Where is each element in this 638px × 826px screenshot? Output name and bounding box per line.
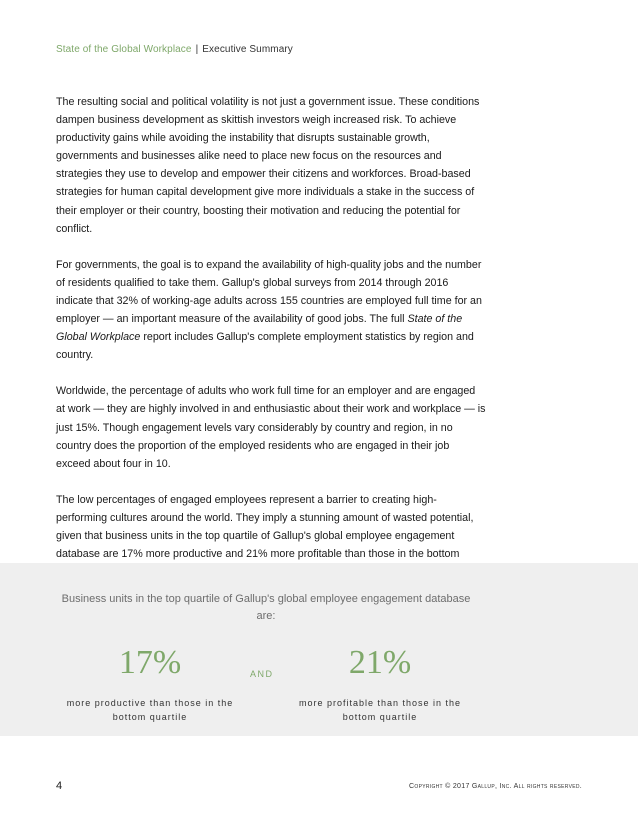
stat-profitability-value: 21% [348,644,412,681]
stat-productivity-desc: more productive than those in the bottom quartile [66,698,234,722]
paragraph-2-part-b: report includes Gallup's complete employment statistics by region and country. [56,331,474,362]
paragraph-2 [56,256,486,365]
stats-callout [0,563,638,736]
main-body [56,93,486,599]
and-connector: AND [250,669,274,679]
report-title-italic: State of the Global Workplace [56,313,463,344]
page-number: 4 [56,780,63,792]
stat-profitability-desc: more profitable than those in the bottom quartile [298,698,462,722]
stat-profitability [295,643,465,724]
paragraph-1: The resulting social and political volatility is not just a government issue. These conditions dampen business development as skittish investors weigh increased risk. To achieve productivity gains while avoiding the instability that disrupts sustainable growth, governments and businesses alike need to place new focus on the resources and strategies they use to develop and empower their citizens and workforces. Broad-based strategies for human capital development give more individuals a stake in the success of their employer or their country, boosting their motivation and reducing the potential for conflict. [56,96,480,235]
copyright-notice: Copyright © 2017 Gallup, Inc. All rights reserved. [409,783,582,790]
paragraph-4: The low percentages of engaged employees represent a barrier to creating high-performing cultures around the world. They imply a stunning amount of wasted potential, given that business units in the top quartile of Gallup's global employee engagement database are 17% more productive and 21% more profitable than those in the bottom [56,493,474,561]
paragraph-2-part-a: For governments, the goal is to expand the availability of high-quality jobs and the number of residents qualified to take them. Gallup's global surveys from 2014 through 2016 indicate that 32% of working-age adults across 155 countries are employed full time for an employer — an important measure of the availability of good jobs. The full [56,258,482,326]
header-separator: | [195,44,199,55]
callout-intro: Business units in the top quartile of Gallup's global employee engagement database are: [61,593,471,622]
running-header [56,44,293,55]
stat-productivity-value: 17% [118,644,182,681]
paragraph-3: Worldwide, the percentage of adults who work full time for an employer and are engaged at work — they are highly involved in and enthusiastic about their work and workplace — is just 15%. Though engagement levels vary considerably by country and region, in no country does the proportion of the employed residents who are engaged in their job exceed about four in 10. [56,385,486,470]
stat-productivity [60,643,240,724]
document-title: State of the Global Workplace [56,44,192,55]
section-title: Executive Summary [202,44,293,55]
